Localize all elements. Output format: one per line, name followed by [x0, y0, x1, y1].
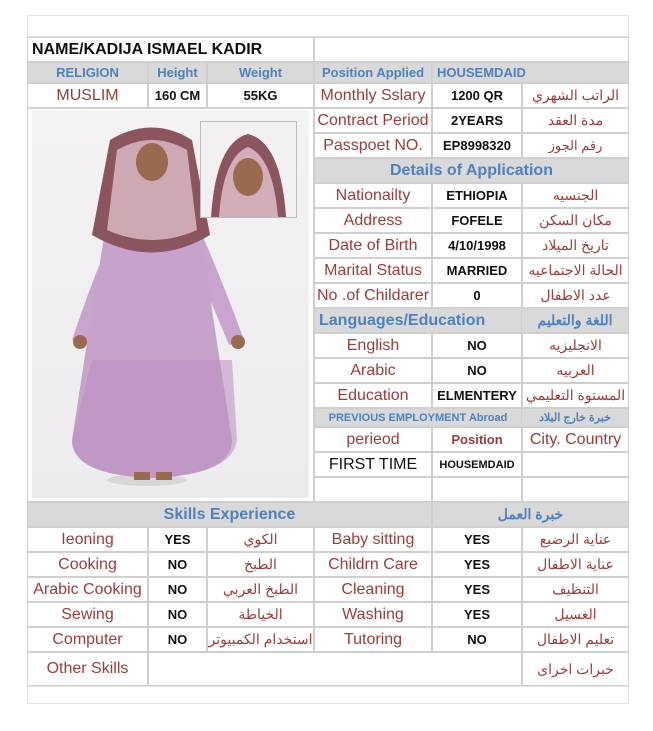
arabic-label: Arabic	[314, 358, 432, 383]
salary-label-ar: الراتب الشهري	[522, 83, 629, 108]
address-label: Address	[314, 208, 432, 233]
skill-cooking-label: Cooking	[27, 552, 148, 577]
employment-heading: PREVIOUS EMPLOYMENT Abroad	[314, 408, 522, 427]
arabic-value: NO	[432, 358, 522, 383]
religion-header: RELIGION	[27, 62, 148, 83]
education-label-ar: المستوة التعليمي	[522, 383, 629, 408]
employment-empty-a	[314, 477, 432, 502]
skill-ironing-ar: الكوي	[207, 527, 314, 552]
languages-heading: Languages/Education	[314, 308, 522, 333]
skill-sewing-label: Sewing	[27, 602, 148, 627]
height-value: 160 CM	[148, 83, 207, 108]
skill-ironing-label: Ieoning	[27, 527, 148, 552]
children-label: No .of Childarer	[314, 283, 432, 308]
applicant-name: NAME/KADIJA ISMAEL KADIR	[27, 37, 314, 62]
skill-baby-sitting-label: Baby sitting	[314, 527, 432, 552]
nationality-value: ETHIOPIA	[432, 183, 522, 208]
face-illustration	[201, 122, 296, 217]
religion-value: MUSLIM	[27, 83, 148, 108]
address-value: FOFELE	[432, 208, 522, 233]
other-skills-label: Other Skills	[27, 652, 148, 686]
employment-period-value: FIRST TIME	[314, 452, 432, 477]
other-skills-ar: خبرات اخراى	[522, 652, 629, 686]
employment-position-value: HOUSEMDAID	[432, 452, 522, 477]
weight-header: Weight	[207, 62, 314, 83]
education-label: Education	[314, 383, 432, 408]
skill-baby-sitting-ar: عناية الرضيع	[522, 527, 629, 552]
nationality-label: Nationailty	[314, 183, 432, 208]
contract-value: 2YEARS	[432, 108, 522, 133]
salary-value: 1200 QR	[432, 83, 522, 108]
skill-child-care-ar: عناية الاطفال	[522, 552, 629, 577]
skill-cooking-value: NO	[148, 552, 207, 577]
skill-washing-ar: الغسيل	[522, 602, 629, 627]
employment-empty-b	[432, 477, 522, 502]
skill-cleaning-value: YES	[432, 577, 522, 602]
employment-empty-c	[522, 477, 629, 502]
arabic-label-ar: العربيه	[522, 358, 629, 383]
skill-sewing-value: NO	[148, 602, 207, 627]
english-label: English	[314, 333, 432, 358]
skills-heading-ar: خبرة العمل	[432, 502, 629, 527]
name-row-empty	[314, 37, 629, 62]
skill-tutoring-ar: تعليم الاطفال	[522, 627, 629, 652]
english-value: NO	[432, 333, 522, 358]
skill-child-care-label: Childrn Care	[314, 552, 432, 577]
employment-heading-ar: خبرة خارج البلاد	[522, 408, 629, 427]
skill-washing-label: Washing	[314, 602, 432, 627]
height-header: Height	[148, 62, 207, 83]
details-heading: Details of Application	[314, 158, 629, 183]
skill-computer-ar: استخدام الكمبيوتر	[207, 627, 314, 652]
passport-photo	[200, 121, 297, 218]
bottom-empty-row	[27, 686, 629, 704]
skill-sewing-ar: الخياطة	[207, 602, 314, 627]
skills-heading: Skills Experience	[27, 502, 432, 527]
skill-cleaning-ar: التنظيف	[522, 577, 629, 602]
employment-country-value	[522, 452, 629, 477]
skill-tutoring-value: NO	[432, 627, 522, 652]
skill-cleaning-label: Cleaning	[314, 577, 432, 602]
marital-status-label-ar: الحالة الاجتماعيه	[522, 258, 629, 283]
skill-computer-label: Computer	[27, 627, 148, 652]
dob-label: Date of Birth	[314, 233, 432, 258]
salary-label: Monthly Sslary	[314, 83, 432, 108]
education-value: ELMENTERY	[432, 383, 522, 408]
marital-status-value: MARRIED	[432, 258, 522, 283]
languages-heading-ar: اللغة والتعليم	[522, 308, 629, 333]
nationality-label-ar: الجنسيه	[522, 183, 629, 208]
skill-child-care-value: YES	[432, 552, 522, 577]
children-value: 0	[432, 283, 522, 308]
skill-arabic-cooking-ar: الطبخ العربي	[207, 577, 314, 602]
country-column-header: City. Country	[522, 427, 629, 452]
weight-value: 55KG	[207, 83, 314, 108]
passport-label-ar: رقم الجوز	[522, 133, 629, 158]
skill-arabic-cooking-value: NO	[148, 577, 207, 602]
position-applied-value: HOUSEMDAID	[432, 62, 629, 83]
dob-label-ar: تاريخ الميلاد	[522, 233, 629, 258]
passport-value: EP8998320	[432, 133, 522, 158]
children-label-ar: عدد الاطفال	[522, 283, 629, 308]
contract-label-ar: مدة العقد	[522, 108, 629, 133]
skill-ironing-value: YES	[148, 527, 207, 552]
address-label-ar: مكان السكن	[522, 208, 629, 233]
dob-value: 4/10/1998	[432, 233, 522, 258]
contract-label: Contract Period	[314, 108, 432, 133]
skill-cooking-ar: الطبخ	[207, 552, 314, 577]
marital-status-label: Marital Status	[314, 258, 432, 283]
period-column-header: perieod	[314, 427, 432, 452]
skill-baby-sitting-value: YES	[432, 527, 522, 552]
skill-tutoring-label: Tutoring	[314, 627, 432, 652]
english-label-ar: الانجليزيه	[522, 333, 629, 358]
other-skills-value	[148, 652, 522, 686]
position-applied-header: Position Applied	[314, 62, 432, 83]
position-column-header: Position	[432, 427, 522, 452]
skill-washing-value: YES	[432, 602, 522, 627]
top-empty-row	[27, 15, 629, 37]
passport-label: Passpoet NO.	[314, 133, 432, 158]
skill-computer-value: NO	[148, 627, 207, 652]
skill-arabic-cooking-label: Arabic Cooking	[27, 577, 148, 602]
